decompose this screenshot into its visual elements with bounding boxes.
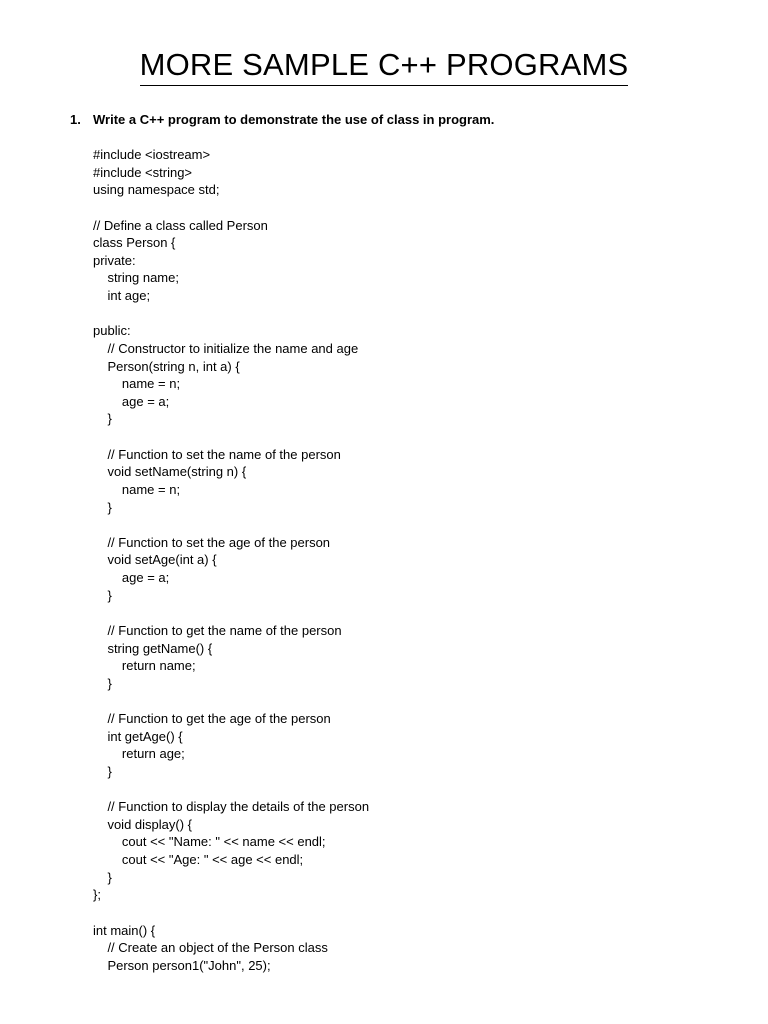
code-line: // Function to get the age of the person bbox=[93, 711, 331, 726]
page-title-text: MORE SAMPLE C++ PROGRAMS bbox=[140, 46, 629, 86]
code-line: // Function to set the name of the person bbox=[93, 446, 341, 462]
code-line bbox=[93, 904, 369, 922]
code-listing bbox=[93, 146, 369, 974]
code-line: Person person1("John", 25); bbox=[93, 957, 271, 973]
code-line bbox=[93, 516, 369, 534]
code-line: }; bbox=[93, 887, 101, 903]
code-line bbox=[93, 199, 369, 217]
code-line: // Function to set the age of the person bbox=[93, 534, 331, 550]
code-line: return age; bbox=[93, 746, 185, 762]
code-line: #include <string> bbox=[93, 164, 193, 180]
code-line: return name; bbox=[93, 658, 196, 674]
code-line: string getName() { bbox=[93, 640, 213, 656]
code-line: // Define a class called Person bbox=[93, 217, 268, 233]
code-line bbox=[93, 428, 369, 446]
code-line: // Constructor to initialize the name and age bbox=[93, 340, 359, 356]
code-line bbox=[93, 781, 369, 799]
code-line: // Function to display the details of the person bbox=[93, 799, 370, 815]
code-line bbox=[93, 604, 369, 622]
code-line: Person(string n, int a) { bbox=[93, 358, 240, 374]
code-line: age = a; bbox=[93, 393, 170, 409]
code-line: cout << "Age: " << age << endl; bbox=[93, 852, 304, 867]
code-line: age = a; bbox=[93, 570, 170, 585]
code-line: using namespace std; bbox=[93, 182, 220, 198]
question-text: Write a C++ program to demonstrate the use of class in program. bbox=[93, 112, 495, 127]
code-line: } bbox=[93, 587, 112, 603]
code-line: class Person { bbox=[93, 235, 176, 251]
code-line: void setAge(int a) { bbox=[93, 552, 217, 568]
code-line: #include <iostream> bbox=[93, 147, 211, 162]
code-line bbox=[93, 692, 369, 710]
code-line: } bbox=[93, 411, 112, 427]
code-line: int getAge() { bbox=[93, 728, 183, 744]
code-line bbox=[93, 305, 369, 323]
code-line: // Function to get the name of the person bbox=[93, 622, 342, 638]
code-line: int age; bbox=[93, 288, 151, 303]
question-number: 1. bbox=[70, 112, 81, 127]
code-line: string name; bbox=[93, 270, 179, 286]
code-line: private: bbox=[93, 252, 136, 268]
code-line: void setName(string n) { bbox=[93, 464, 247, 480]
code-line: } bbox=[93, 763, 112, 779]
code-line: name = n; bbox=[93, 481, 181, 497]
page-title bbox=[0, 46, 768, 86]
code-line: } bbox=[93, 869, 112, 885]
code-line: public: bbox=[93, 323, 131, 339]
code-line: cout << "Name: " << name << endl; bbox=[93, 834, 326, 850]
code-line: void display() { bbox=[93, 816, 192, 832]
code-line: name = n; bbox=[93, 376, 181, 392]
code-line: } bbox=[93, 675, 112, 691]
question-heading bbox=[70, 111, 494, 129]
code-line: // Create an object of the Person class bbox=[93, 940, 328, 956]
code-line: } bbox=[93, 499, 112, 515]
code-line: int main() { bbox=[93, 922, 156, 938]
